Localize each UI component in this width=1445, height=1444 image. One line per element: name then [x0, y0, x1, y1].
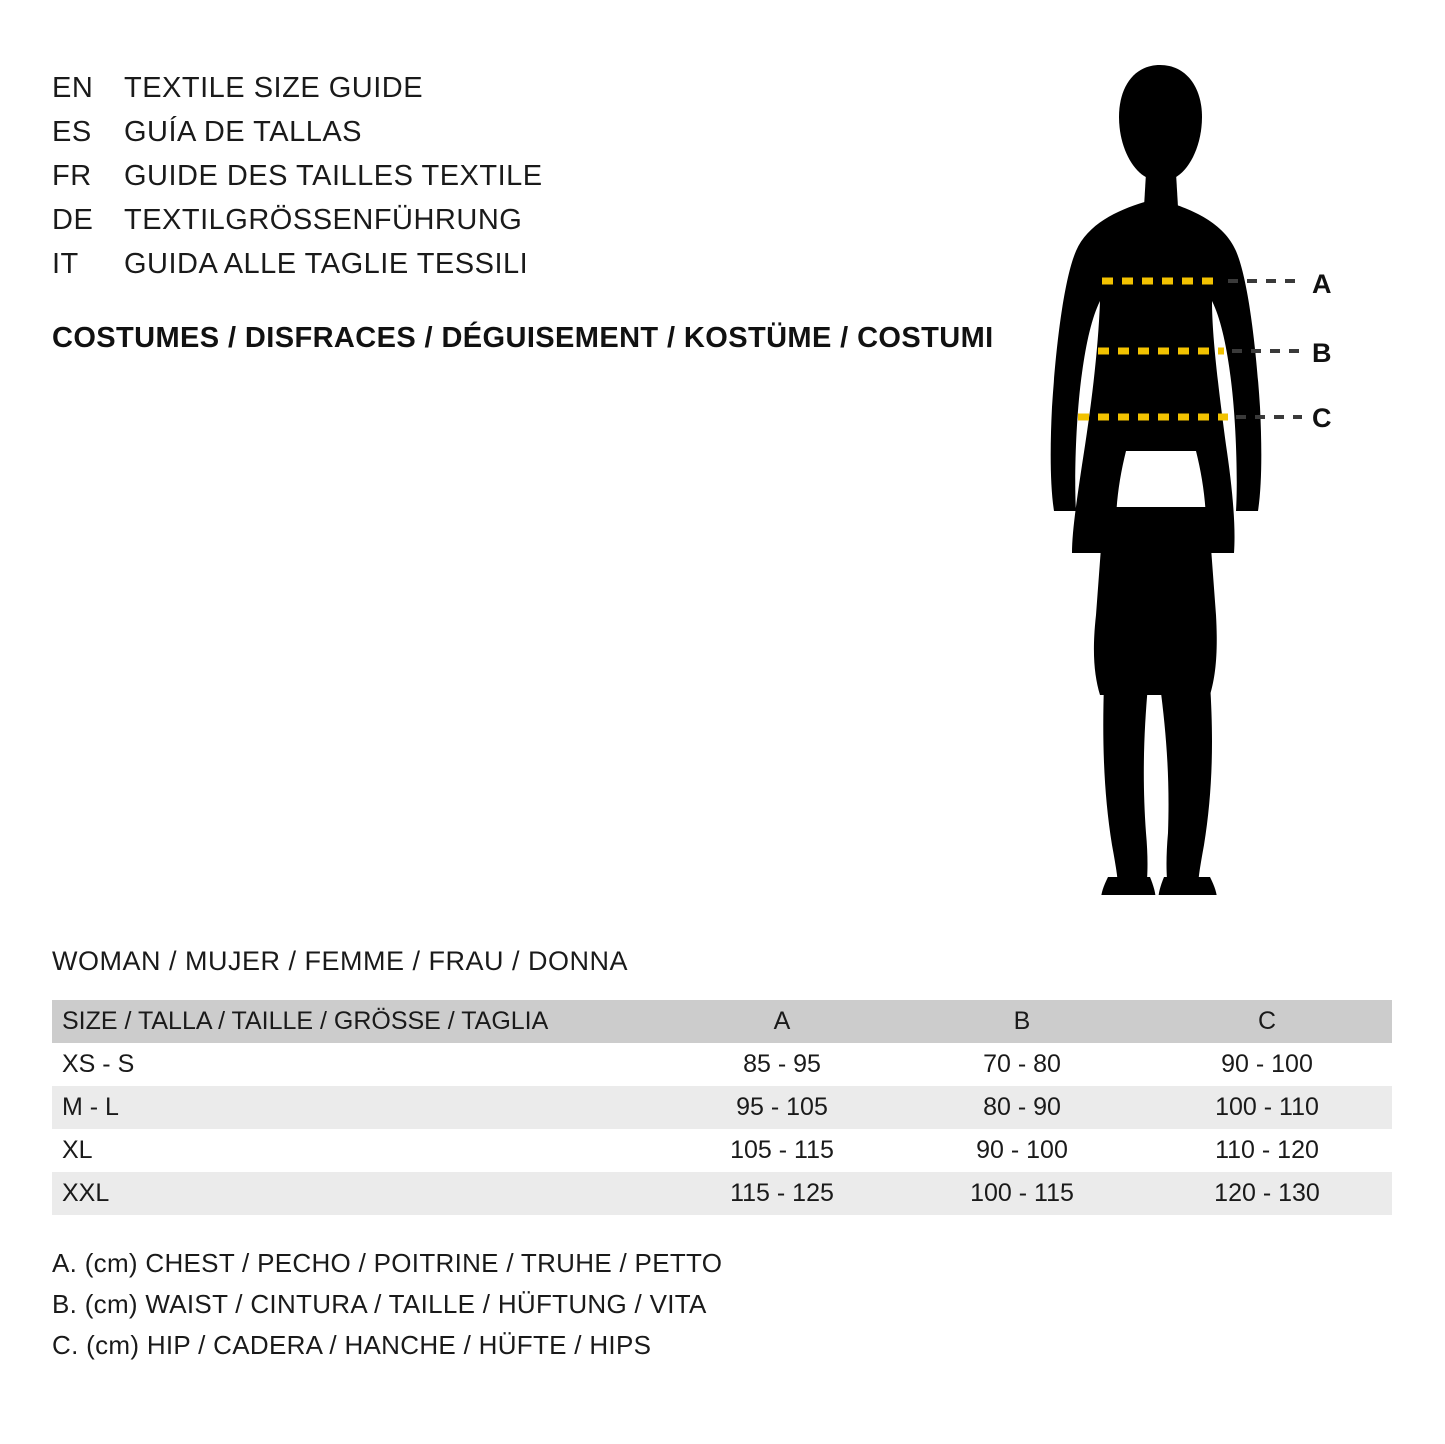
table-head — [52, 1000, 1392, 1043]
table-title: WOMAN / MUJER / FEMME / FRAU / DONNA — [52, 946, 628, 976]
marker-label-b: B — [1312, 338, 1332, 368]
cell-size: XL — [62, 1136, 93, 1164]
measurement-legend — [52, 1243, 722, 1366]
cell-hip: 110 - 120 — [1215, 1136, 1319, 1164]
table-header-row — [52, 1000, 1392, 1043]
cell-chest: 85 - 95 — [743, 1050, 821, 1078]
language-code: ES — [52, 116, 92, 148]
language-code: FR — [52, 160, 92, 192]
language-code: DE — [52, 204, 94, 236]
language-list — [52, 66, 1032, 286]
language-row — [52, 154, 1032, 198]
cell-chest: 105 - 115 — [730, 1136, 834, 1164]
cell-size: XS - S — [62, 1050, 135, 1078]
cell-size: M - L — [62, 1093, 119, 1121]
cell-chest: 95 - 105 — [736, 1093, 828, 1121]
cell-waist: 90 - 100 — [976, 1136, 1068, 1164]
table-row — [52, 1129, 1392, 1172]
table-header-a: A — [773, 1007, 791, 1035]
cell-hip: 90 - 100 — [1221, 1050, 1313, 1078]
cell-hip: 120 - 130 — [1214, 1179, 1320, 1207]
woman-silhouette-icon — [1020, 55, 1400, 895]
size-table — [52, 1000, 1392, 1215]
table-row — [52, 1172, 1392, 1215]
cell-waist: 100 - 115 — [970, 1179, 1074, 1207]
cell-hip: 100 - 110 — [1215, 1093, 1319, 1121]
table-header-b: B — [1013, 1007, 1031, 1035]
table-body — [52, 1043, 1392, 1215]
page-subtitle: COSTUMES / DISFRACES / DÉGUISEMENT / KOSTÜME / COSTUMI — [52, 322, 994, 354]
marker-label-c: C — [1312, 403, 1332, 433]
table-header-c: C — [1257, 1007, 1277, 1035]
language-code: EN — [52, 72, 94, 104]
language-row — [52, 110, 1032, 154]
table-row — [52, 1043, 1392, 1086]
table-row — [52, 1086, 1392, 1129]
language-row — [52, 66, 1032, 110]
language-title: GUÍA DE TALLAS — [124, 116, 363, 148]
language-title: TEXTILE SIZE GUIDE — [124, 72, 424, 104]
legend-item-c: C. (cm) HIP / CADERA / HANCHE / HÜFTE / HIPS — [52, 1330, 652, 1360]
cell-waist: 80 - 90 — [983, 1093, 1061, 1121]
language-title: GUIDA ALLE TAGLIE TESSILI — [124, 248, 529, 280]
legend-item-a: A. (cm) CHEST / PECHO / POITRINE / TRUHE / PETTO — [52, 1248, 723, 1278]
measurement-figure — [1020, 55, 1400, 895]
language-title: TEXTILGRÖSSENFÜHRUNG — [124, 204, 523, 236]
language-title: GUIDE DES TAILLES TEXTILE — [124, 160, 543, 192]
cell-size: XXL — [62, 1179, 110, 1207]
cell-waist: 70 - 80 — [983, 1050, 1061, 1078]
language-row — [52, 198, 1032, 242]
language-code: IT — [52, 248, 79, 280]
legend-item-b: B. (cm) WAIST / CINTURA / TAILLE / HÜFTUNG / VITA — [52, 1289, 707, 1319]
table-header-size: SIZE / TALLA / TAILLE / GRÖSSE / TAGLIA — [62, 1007, 549, 1035]
cell-chest: 115 - 125 — [730, 1179, 834, 1207]
marker-label-a: A — [1312, 269, 1332, 299]
language-row — [52, 242, 1032, 286]
